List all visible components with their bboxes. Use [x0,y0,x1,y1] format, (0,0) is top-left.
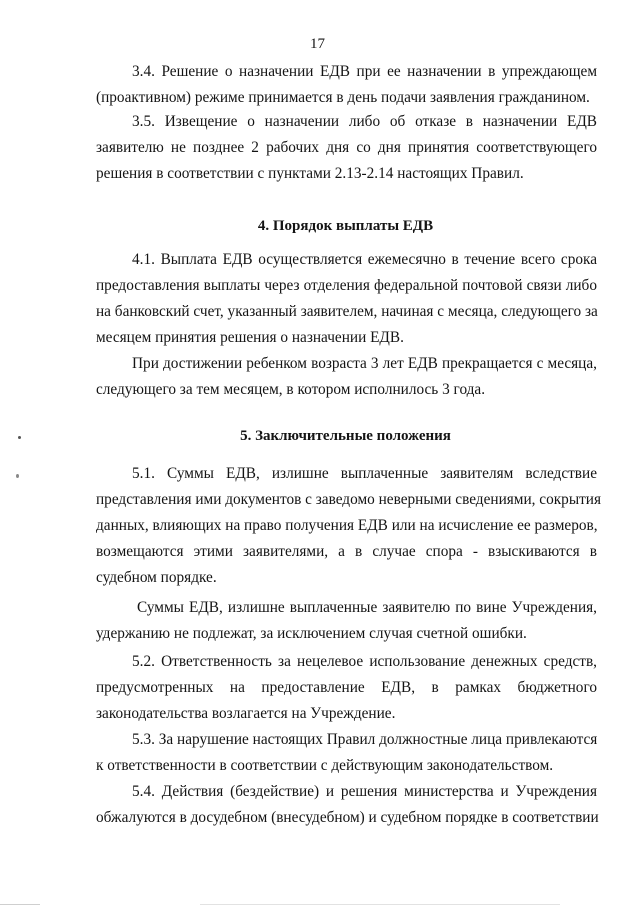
paragraph-line: 5.2. Ответственность за нецелевое использование денежных средств, [132,653,597,670]
paragraph-line: решения в соответствии с пунктами 2.13-2.14 настоящих Правил. [96,165,524,182]
paragraph-line: представления ими документов с заведомо неверными сведениями, сокрытия [96,491,602,508]
page-number: 17 [310,36,325,52]
paragraph-line: к ответственности в соответствии с действующим законодательством. [96,757,554,774]
paragraph-line: заявителю не позднее 2 рабочих дня со дня принятия соответствующего [96,139,597,156]
paragraph-line: предусмотренных на предоставление ЕДВ, в рамках бюджетного [96,679,597,696]
paragraph-line: обжалуются в досудебном (внесудебном) и судебном порядке в соответствии [96,809,599,826]
scan-speck [18,436,21,439]
paragraph-line: удержанию не подлежат, за исключением случая счетной ошибки. [96,625,527,642]
paragraph-line: При достижении ребенком возраста 3 лет ЕДВ прекращается с месяца, [132,355,597,372]
paragraph-line: законодательства возлагается на Учреждение. [96,705,396,722]
paragraph-line: 3.4. Решение о назначении ЕДВ при ее назначении в упреждающем [132,63,597,80]
section-heading: 4. Порядок выплаты ЕДВ [257,218,434,234]
paragraph-line: на банковский счет, указанный заявителем, начиная с месяца, следующего за [96,303,598,320]
paragraph-line: месяцем принятия решения о назначении ЕДВ. [96,329,404,346]
paragraph-line: 5.3. За нарушение настоящих Правил должностные лица привлекаются [132,731,598,748]
section-heading: 5. Заключительные положения [240,428,451,444]
paragraph-line: 4.1. Выплата ЕДВ осуществляется ежемесячно в течение всего срока [132,251,597,268]
paragraph-line: данных, влияющих на право получения ЕДВ или на исчисление ее размеров, [96,517,598,534]
paragraph-line: судебном порядке. [96,569,217,586]
paragraph-line: (проактивном) режиме принимается в день подачи заявления гражданином. [96,89,590,106]
paragraph-line: предоставления выплаты через отделения федеральной почтовой связи либо [96,277,597,294]
paragraph-line: следующего за тем месяцем, в котором исполнилось 3 года. [96,381,486,398]
paragraph-line: 5.4. Действия (бездействие) и решения министерства и Учреждения [132,783,597,800]
paragraph-line: возмещаются этими заявителями, а в случае спора - взыскиваются в [96,543,597,560]
paragraph-line: Суммы ЕДВ, излишне выплаченные заявителю по вине Учреждения, [137,599,597,616]
paragraph-line: 5.1. Суммы ЕДВ, излишне выплаченные заявителям вследствие [132,465,597,482]
paragraph-line: 3.5. Извещение о назначении либо об отказе в назначении ЕДВ [132,113,597,130]
scan-speck [16,474,19,478]
